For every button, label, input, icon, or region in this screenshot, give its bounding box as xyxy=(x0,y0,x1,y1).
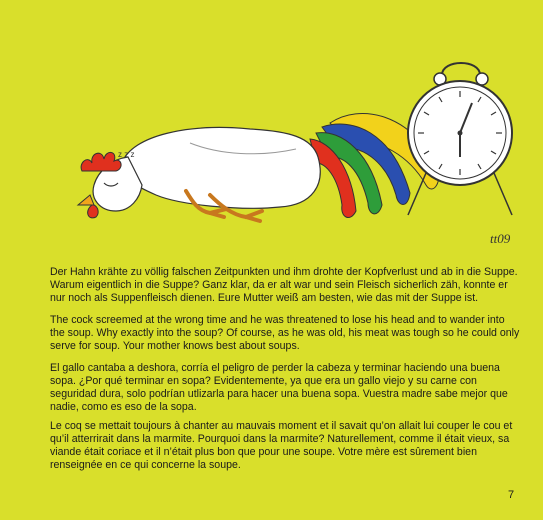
artist-signature: tt09 xyxy=(490,231,511,246)
sleeping-rooster xyxy=(78,113,439,221)
paragraph-english-text: The cock screemed at the wrong time and he was threatened to lose his head and to wander into the soup. Why exactly into the soup? Of course, as he was old, his meat was tough so he could only serve for soup. Your mother knows best about soups. xyxy=(50,314,520,352)
snore-text: z z z xyxy=(118,150,135,159)
paragraph-spanish-text: El gallo cantaba a deshora, corría el peligro de perder la cabeza y terminar haciendo una buena sopa. ¿Por qué terminar en sopa? Evidentemente, ya que era un gallo viejo y su carne con seguridad dura, solo podrían utlizarla para hacer una buena sopa. Vuestra madre sabe mejor que nadie, como es eso de la sopa. xyxy=(50,362,508,413)
paragraph-german-text: Der Hahn krähte zu völlig falschen Zeitpunkten und ihm drohte der Kopfverlust und ab in die Suppe. Warum eigentlich in die Suppe? Ganz klar, da er alt war und sein Fleisch sicherlich zäh, konnte er nur noch als Suppenfleisch dienen. Eure Mutter weiß am besten, wie das mit der Suppe ist. xyxy=(50,266,518,304)
paragraph-french xyxy=(50,420,520,472)
paragraph-english xyxy=(50,314,520,353)
alarm-clock xyxy=(408,63,512,215)
story-illustration xyxy=(60,45,530,260)
paragraph-spanish xyxy=(50,362,520,414)
paragraph-german xyxy=(50,266,520,305)
paragraph-french-text: Le coq se mettait toujours à chanter au mauvais moment et il savait qu’on allait lui couper le cou et qu’il atterrirait dans la marmite. Pourquoi dans la marmite? Naturellement, comme il était vieux, sa viande était coriace et il n’était plus bon que pour une soupe. Votre mère est sûrement bien renseignée en ce qui concerne la soupe. xyxy=(50,420,513,471)
page-number: 7 xyxy=(508,489,515,501)
